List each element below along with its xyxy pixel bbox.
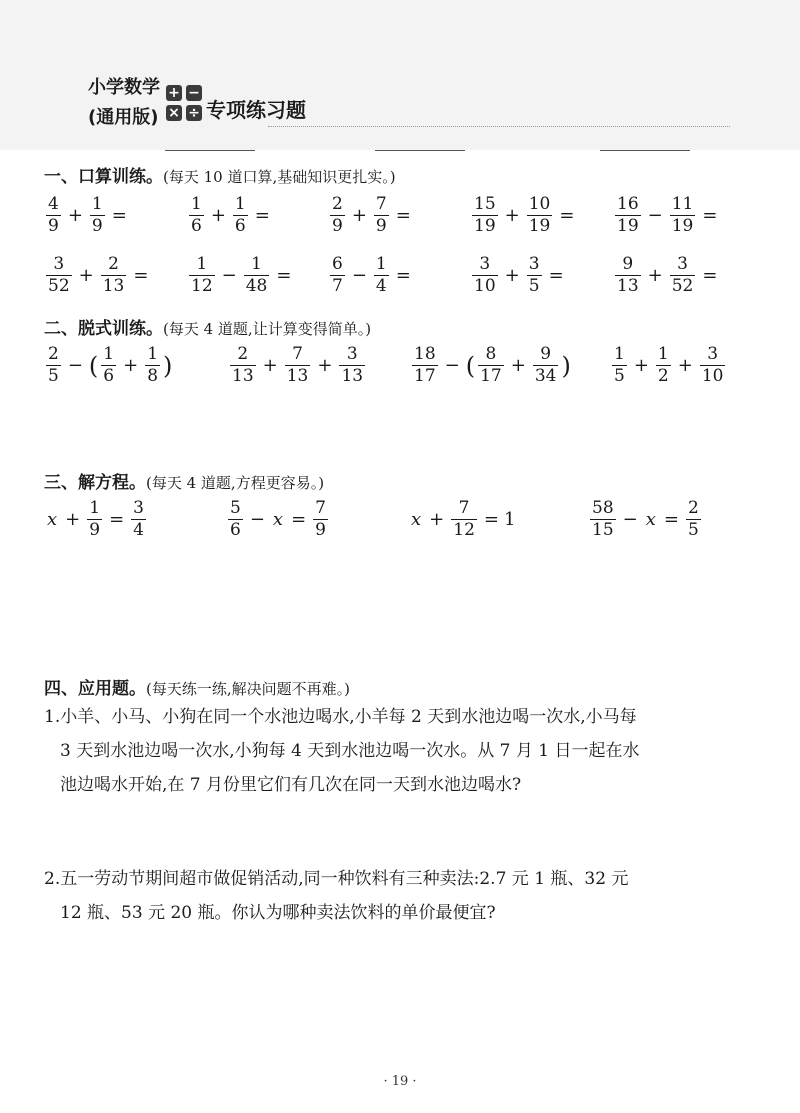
oral-item: $\frac{9}{13}$ + $\frac{3}{52}$ =	[617, 254, 718, 296]
section-title-equations: 三、解方程。(每天 4 道题,方程更容易。)	[44, 473, 325, 493]
stepwise-item: $\frac{2}{5}$ − ( $\frac{1}{6}$ + $\frac{1}{8}$ )	[48, 344, 173, 386]
word-problem-2: 2.五一劳动节期间超市做促销活动,同一种饮料有三种卖法:2.7 元 1 瓶、32 元 12 瓶、53 元 20 瓶。你认为哪种卖法饮料的单价最便宜?	[44, 869, 629, 923]
stepwise-item: $\frac{2}{13}$ + $\frac{7}{13}$ + $\frac{3}{13}$	[232, 344, 364, 386]
equation-item: $\frac{58}{15}$ − x = $\frac{2}{5}$	[592, 498, 699, 540]
operator-icons	[166, 85, 202, 121]
equation-item: x + $\frac{7}{12}$ = 1	[411, 498, 516, 540]
oral-item: $\frac{3}{10}$ + $\frac{3}{5}$ =	[474, 254, 564, 296]
stepwise-item: $\frac{1}{5}$ + $\frac{1}{2}$ + $\frac{3}{10}$	[614, 344, 724, 386]
header-dotted-line	[268, 126, 730, 127]
brand-title: 专项练习题	[206, 97, 306, 122]
equation-item: $\frac{5}{6}$ − x = $\frac{7}{9}$	[230, 498, 326, 540]
oral-item: $\frac{1}{6}$ + $\frac{1}{6}$ =	[191, 194, 270, 236]
brand-line1: 小学数学	[88, 77, 160, 98]
plus-icon: +	[166, 85, 182, 101]
divide-icon: ÷	[186, 105, 202, 121]
times-icon: ×	[166, 105, 182, 121]
page-number: · 19 ·	[383, 1074, 417, 1089]
section-title-stepwise: 二、脱式训练。(每天 4 道题,让计算变得简单。)	[44, 319, 372, 339]
word-problem-1: 1.小羊、小马、小狗在同一个水池边喝水,小羊每 2 天到水池边喝一次水,小马每 3 天到水池边喝一次水,小狗每 4 天到水池边喝一次水。从 7 月 1 日一起在水 池边喝水开始,在 7 月份里它们有几次在同一天到水池边喝水?	[44, 707, 640, 795]
oral-item: $\frac{3}{52}$ + $\frac{2}{13}$ =	[48, 254, 149, 296]
section-title-word-problems: 四、应用题。(每天练一练,解决问题不再难。)	[44, 679, 350, 699]
oral-item: $\frac{2}{9}$ + $\frac{7}{9}$ =	[332, 194, 411, 236]
header-rule	[165, 150, 255, 151]
oral-item: $\frac{15}{19}$ + $\frac{10}{19}$ =	[474, 194, 575, 236]
stepwise-item: $\frac{18}{17}$ − ( $\frac{8}{17}$ + $\frac{9}{34}$ )	[414, 344, 571, 386]
header-rule	[375, 150, 465, 151]
oral-item: $\frac{6}{7}$ − $\frac{1}{4}$ =	[332, 254, 411, 296]
oral-item: $\frac{16}{19}$ − $\frac{11}{19}$ =	[617, 194, 718, 236]
minus-icon: −	[186, 85, 202, 101]
equation-item: x + $\frac{1}{9}$ = $\frac{3}{4}$	[47, 498, 144, 540]
header-rule	[600, 150, 690, 151]
section-title-oral: 一、口算训练。(每天 10 道口算,基础知识更扎实。)	[44, 167, 396, 187]
brand-logo	[88, 72, 306, 134]
oral-item: $\frac{4}{9}$ + $\frac{1}{9}$ =	[48, 194, 127, 236]
oral-item: $\frac{1}{12}$ − $\frac{1}{48}$ =	[191, 254, 292, 296]
brand-line2: (通用版)	[88, 107, 159, 128]
